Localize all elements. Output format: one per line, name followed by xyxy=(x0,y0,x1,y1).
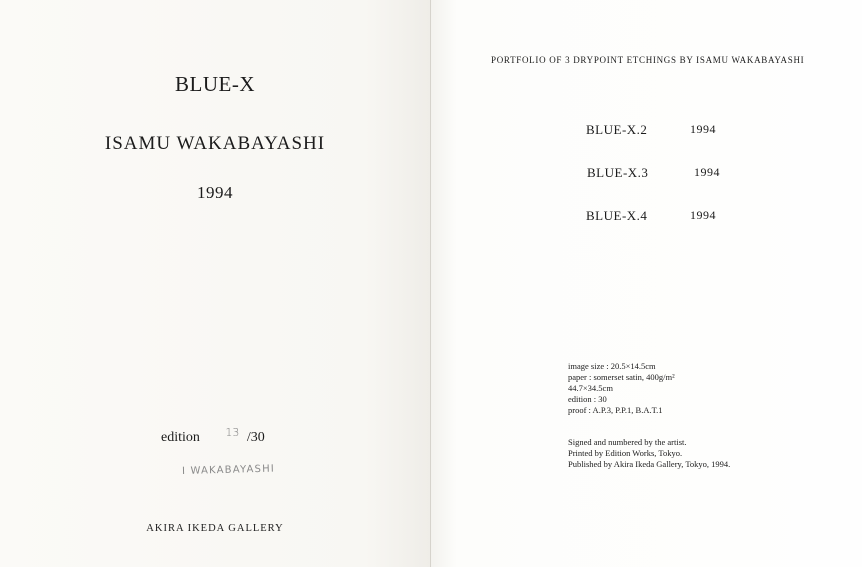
edition-number: 13 xyxy=(225,426,240,439)
edition-line xyxy=(161,426,265,446)
work-year: 1994 xyxy=(694,165,720,179)
note-line: Published by Akira Ikeda Gallery, Tokyo, 1994. xyxy=(568,459,731,469)
artist-signature: I WAKABAYASHI xyxy=(181,463,276,477)
right-page xyxy=(431,0,862,567)
work-title: BLUE-X.2 xyxy=(586,122,648,137)
spec-block xyxy=(568,361,675,416)
work-title: BLUE-X.3 xyxy=(587,165,649,180)
spec-line: proof : A.P.3, P.P.1, B.A.T.1 xyxy=(568,405,663,415)
publication-notes xyxy=(568,437,730,470)
spec-line: 44.7×34.5cm xyxy=(568,383,613,393)
portfolio-title: BLUE-X xyxy=(175,72,255,96)
edition-label: edition xyxy=(161,430,200,445)
spec-line: paper : somerset satin, 400g/m² xyxy=(568,372,675,382)
work-title: BLUE-X.4 xyxy=(586,208,648,223)
edition-total: /30 xyxy=(246,430,265,445)
colophon-header: PORTFOLIO OF 3 DRYPOINT ETCHINGS BY ISAMU WAKABAYASHI xyxy=(491,55,805,65)
gallery-name: AKIRA IKEDA GALLERY xyxy=(146,523,284,534)
artist-name: ISAMU WAKABAYASHI xyxy=(104,133,326,154)
note-line: Printed by Edition Works, Tokyo. xyxy=(568,448,683,458)
portfolio-year: 1994 xyxy=(197,183,233,202)
spec-line: edition : 30 xyxy=(568,394,607,404)
note-line: Signed and numbered by the artist. xyxy=(568,437,687,447)
spec-line: image size : 20.5×14.5cm xyxy=(568,361,656,371)
work-year: 1994 xyxy=(690,122,716,136)
left-page xyxy=(0,0,430,567)
work-year: 1994 xyxy=(690,208,716,222)
